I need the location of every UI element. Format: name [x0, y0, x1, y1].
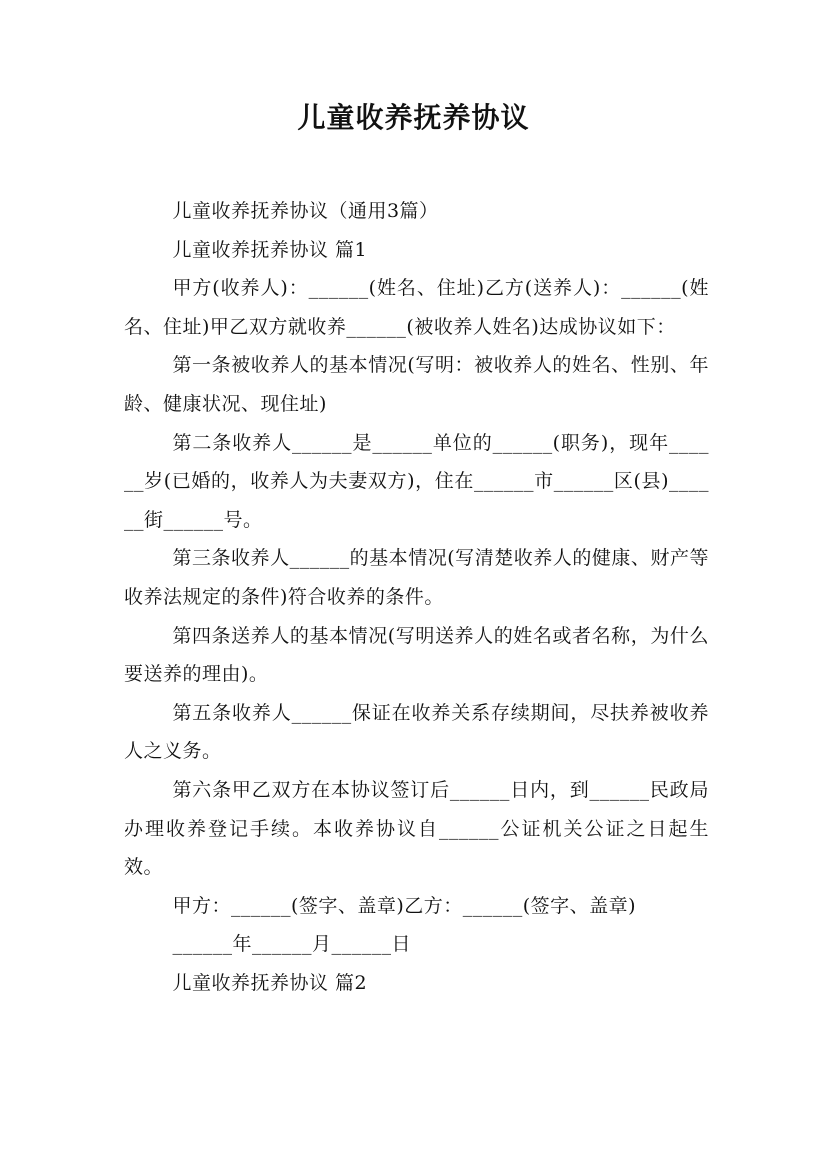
paragraph-signatures: 甲方：______(签字、盖章)乙方：______(签字、盖章)	[172, 894, 637, 917]
paragraph-article-3: 第三条收养人______的基本情况(写清楚收养人的健康、财产等收养法规定的条件)符合收养的条件。	[124, 547, 709, 608]
paragraph-date: ______年______月______日	[172, 933, 411, 956]
document-title: 儿童收养抚养协议	[297, 101, 530, 134]
document-body	[124, 192, 709, 1002]
paragraph-heading: 儿童收养抚养协议（通用3篇）	[172, 200, 439, 222]
paragraph-section-title-2: 儿童收养抚养协议 篇2	[172, 971, 368, 994]
paragraph-section-title: 儿童收养抚养协议 篇1	[172, 238, 368, 261]
paragraph-article-6: 第六条甲乙双方在本协议签订后______日内，到______民政局办理收养登记手续。本收养协议自______公证机关公证之日起生效。	[124, 778, 709, 879]
paragraph-article-2: 第二条收养人______是______单位的______(职务)，现年______岁(已婚的，收养人为夫妻双方)，住在______市______区(县)______街______号。	[124, 431, 709, 531]
paragraph-article-5: 第五条收养人______保证在收养关系存续期间，尽扶养被收养人之义务。	[124, 701, 709, 763]
paragraph-article-1: 第一条被收养人的基本情况(写明：被收养人的姓名、性别、年龄、健康状况、现住址)	[124, 354, 709, 415]
paragraph-article-4: 第四条送养人的基本情况(写明送养人的姓名或者名称，为什么要送养的理由)。	[124, 624, 709, 686]
paragraph-parties: 甲方(收养人)：______(姓名、住址)乙方(送养人)：______(姓名、住址)甲乙双方就收养______(被收养人姓名)达成协议如下：	[124, 277, 709, 338]
